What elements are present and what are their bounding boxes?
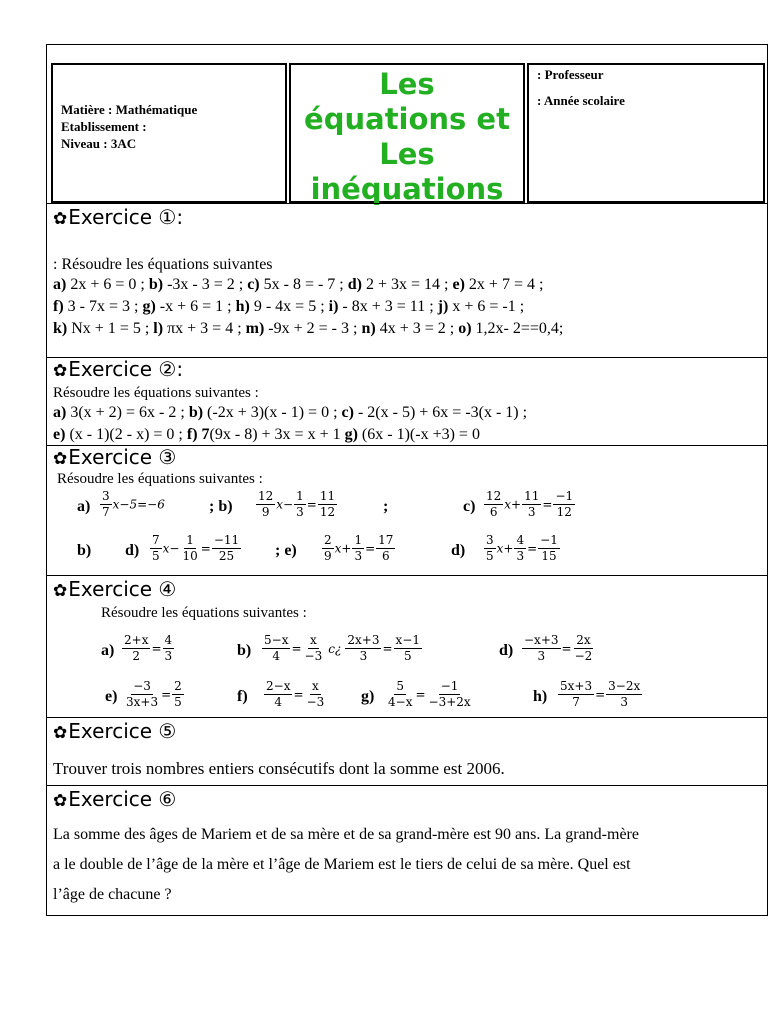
header-title-cell xyxy=(289,63,525,206)
flower-icon: ✿ xyxy=(53,581,68,601)
exercise-3-instruction: Résoudre les équations suivantes : xyxy=(57,471,263,487)
title-line: équations et xyxy=(304,102,510,136)
text-line: La somme des âges de Mariem et de sa mère et de sa grand-mère est 90 ans. La grand-mère xyxy=(53,826,639,843)
equation-b: $\frac{12}{9}$ x− $\frac{1}{3}$ = $\frac{11}{12}$ xyxy=(258,489,336,519)
exercise-5 xyxy=(47,717,767,786)
equation-e: $\frac{2}{9}$ x+ $\frac{1}{3}$ = $\frac{17}{6}$ xyxy=(324,533,394,563)
exercise-3-title: ✿Exercice ③ xyxy=(53,445,177,469)
exercise-1 xyxy=(47,203,767,358)
equation-f: $\frac{2-x}{4}$ = $\frac{x}{-3}$ xyxy=(266,679,325,709)
header-table xyxy=(51,63,765,206)
equation-d: $\frac{-x+3}{3}$ = $\frac{2x}{-2}$ xyxy=(524,633,593,663)
level-label: Niveau : 3AC xyxy=(61,136,137,151)
exercise-4-title: ✿Exercice ④ xyxy=(53,577,177,601)
flower-icon: ✿ xyxy=(53,209,68,229)
subject-label: Matière : Mathématique xyxy=(61,102,198,117)
equation-label: e) xyxy=(105,688,118,705)
header-teacher-cell xyxy=(527,63,765,203)
exercise-1-title: ✿Exercice ①: xyxy=(53,205,184,229)
exercise-1-instruction: : Résoudre les équations suivantes xyxy=(53,256,273,273)
equation-label: g) xyxy=(361,688,375,705)
flower-icon: ✿ xyxy=(53,723,68,743)
exercise-6 xyxy=(47,785,767,916)
equation-d: $\frac{7}{5}$ x− $\frac{1}{10}$ = $\frac{-11}{25}$ xyxy=(152,533,240,563)
equation-label: h) xyxy=(533,688,548,705)
equation-c: $\frac{12}{6}$ x+ $\frac{11}{3}$ = $\frac{-1}{12}$ xyxy=(486,489,574,519)
exercise-6-title: ✿Exercice ⑥ xyxy=(53,787,177,811)
equation-label: b) xyxy=(237,642,252,659)
equation-h: $\frac{5x+3}{7}$ = $\frac{3-2x}{3}$ xyxy=(560,679,641,709)
equation-label: b) xyxy=(77,542,92,559)
equation-a: $\frac{3}{7}$ x−5=−6 xyxy=(102,489,165,519)
exercise-3 xyxy=(47,445,767,576)
exercise-5-text: Trouver trois nombres entiers consécutifs dont la somme est 2006. xyxy=(53,759,505,778)
equation-e: $\frac{-3}{3x+3}$ = $\frac{2}{5}$ xyxy=(126,679,182,709)
header-info-cell xyxy=(51,63,287,203)
equation-b: $\frac{5-x}{4}$ = $\frac{x}{-3}$ c¿ $\frac{2x+3}{3}$ = $\frac{x-1}{5}$ xyxy=(264,633,421,663)
equation-label: ; e) xyxy=(275,542,297,559)
exercise-4 xyxy=(47,575,767,718)
flower-icon: ✿ xyxy=(53,449,68,469)
exercise-5-title: ✿Exercice ⑤ xyxy=(53,719,177,743)
equation-line: a) 2x + 6 = 0 ; b) -3x - 3 = 2 ; c) 5x - 8 = - 7 ; d) 2 + 3x = 14 ; e) 2x + 7 = 4 ; xyxy=(53,276,544,293)
exercise-6-text xyxy=(53,820,639,910)
title-line: inéquations xyxy=(310,172,504,206)
title-line: Les xyxy=(379,137,435,171)
equation-label: ; b) xyxy=(209,498,233,515)
exercise-4-instruction: Résoudre les équations suivantes : xyxy=(101,605,307,621)
exercise-2-instruction: Résoudre les équations suivantes : xyxy=(53,385,259,401)
equation-label: f) xyxy=(237,688,248,705)
text-line: l’âge de chacune ? xyxy=(53,886,172,903)
equation-label: ; xyxy=(383,498,389,515)
equation-label: d) xyxy=(125,542,140,559)
equation-label: d) xyxy=(499,642,514,659)
school-label: Etablissement : xyxy=(61,119,147,134)
equation-label: a) xyxy=(77,498,91,515)
equation-a: $\frac{2+x}{2}$ = $\frac{4}{3}$ xyxy=(124,633,173,663)
equation-line: a) 3(x + 2) = 6x - 2 ; b) (-2x + 3)(x - 1) = 0 ; c) - 2(x - 5) + 6x = -3(x - 1) ; xyxy=(53,404,528,421)
exercise-2 xyxy=(47,357,767,446)
school-year-label: : Année scolaire xyxy=(537,93,625,108)
text-line: a le double de l’âge de la mère et l’âge de Mariem est le tiers de celui de sa mère. Quel est xyxy=(53,856,631,873)
title-line: Les xyxy=(379,67,435,101)
flower-icon: ✿ xyxy=(53,361,68,381)
flower-icon: ✿ xyxy=(53,791,68,811)
equation-line: e) (x - 1)(2 - x) = 0 ; f) 7(9x - 8) + 3x = x + 1 g) (6x - 1)(-x +3) = 0 xyxy=(53,426,480,443)
teacher-label: : Professeur xyxy=(537,67,604,82)
equation-line: k) Nx + 1 = 5 ; l) πx + 3 = 4 ; m) -9x + 2 = - 3 ; n) 4x + 3 = 2 ; o) 1,2x- 2==0,4; xyxy=(53,320,564,337)
equation-f: $\frac{3}{5}$ x+ $\frac{4}{3}$ = $\frac{-1}{15}$ xyxy=(486,533,558,563)
equation-label: a) xyxy=(101,642,115,659)
equation-line: f) 3 - 7x = 3 ; g) -x + 6 = 1 ; h) 9 - 4x = 5 ; i) - 8x + 3 = 11 ; j) x + 6 = -1 ; xyxy=(53,298,525,315)
equation-label: d) xyxy=(451,542,466,559)
equation-label: c) xyxy=(463,498,476,515)
exercise-2-title: ✿Exercice ②: xyxy=(53,357,184,381)
equation-g: $\frac{5}{4-x}$ = $\frac{-1}{-3+2x}$ xyxy=(388,679,471,709)
worksheet-page xyxy=(46,44,768,916)
